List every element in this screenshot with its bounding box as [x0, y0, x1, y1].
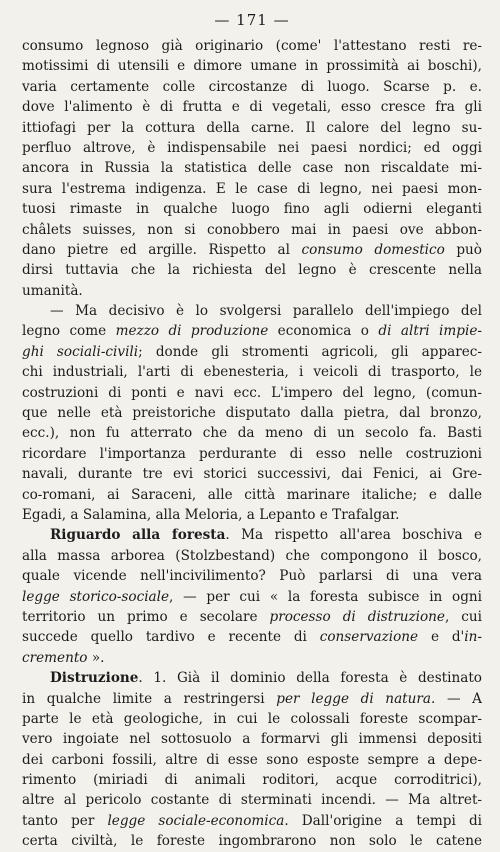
text-line — [22, 668, 482, 688]
text-segment: vero ingoiate nel sottosuolo a formarvi gli immensi depositi — [22, 731, 482, 748]
text-line — [22, 56, 482, 76]
text-segment: succede quello tardivo e recente di — [22, 629, 320, 646]
text-line — [22, 36, 482, 56]
text-segment: . Dall'origine a tempi di — [284, 812, 482, 829]
page-number: — 171 — — [214, 11, 290, 29]
text-line — [22, 790, 482, 810]
text-segment: parte le età geologiche, in cui le colossali foreste scompar- — [22, 710, 482, 727]
text-segment: Egadi, a Salamina, alla Meloria, a Lepanto e Trafalgar. — [22, 506, 400, 523]
text-segment: dove l'alimento è di frutta e di vegetali, esso cresce fra gli — [22, 99, 482, 116]
text-line — [22, 220, 482, 240]
text-segment: . Ma rispetto all'area boschiva e — [225, 527, 482, 544]
text-segment: costruzioni di ponti e navi ecc. L'impero del legno, (comun- — [22, 384, 482, 401]
text-segment: perfluo altrove, è indispensabile nei paesi nordici; ed oggi — [22, 139, 482, 156]
text-line — [22, 118, 482, 138]
text-line — [22, 587, 482, 607]
text-segment: , — per cui « la foresta subisce in ogni — [169, 588, 482, 605]
text-line — [22, 607, 482, 627]
text-line — [22, 77, 482, 97]
text-line — [22, 342, 482, 362]
text-line — [22, 158, 482, 178]
text-segment: territorio un primo e secolare — [22, 608, 270, 625]
emphasis-text: in- — [464, 629, 482, 646]
text-segment: chi industriali, l'arti di ebenesteria, i veicoli di trasporto, le — [22, 364, 482, 381]
text-segment: tuosi rimaste in qualche luogo fino agli odierni eleganti — [22, 201, 482, 218]
text-line — [22, 709, 482, 729]
emphasis-text: cremento — [22, 649, 88, 666]
text-segment: consumo legnoso già originario (come' l'attestano resti re- — [22, 38, 482, 54]
text-segment: può — [444, 241, 482, 258]
text-segment: alla massa arborea (Stolzbestand) che compongono il bosco, — [22, 547, 482, 564]
text-segment: sura l'estrema indigenza. E le case di legno, nei paesi mon- — [22, 180, 482, 197]
text-line — [22, 566, 482, 586]
text-line — [22, 770, 482, 790]
text-line — [22, 464, 482, 484]
emphasis-text: consumo domestico — [301, 241, 445, 258]
text-line — [22, 260, 482, 280]
text-line — [22, 505, 482, 525]
emphasis-text: mezzo di produzione — [115, 323, 269, 340]
text-segment: quale vicende nell'incivilimento? Può parlarsi di una vera — [22, 568, 482, 585]
text-line — [22, 321, 482, 341]
body-text — [22, 36, 482, 852]
text-segment: umanità. — [22, 282, 83, 299]
text-line — [22, 627, 482, 647]
text-segment: ecc.), non fu atterrato che da meno di un secolo fa. Basti — [22, 425, 482, 442]
text-line — [22, 423, 482, 443]
section-heading: Riguardo alla foresta — [50, 527, 226, 544]
text-line — [22, 831, 482, 851]
text-segment: . — A — [431, 690, 482, 707]
text-line — [22, 648, 482, 668]
text-segment: dano pietre ed argille. Rispetto al — [22, 241, 302, 258]
text-line — [22, 403, 482, 423]
text-segment: certa civiltà, le foreste ingombrarono non solo le catene — [22, 833, 482, 850]
text-segment: legno come — [22, 323, 116, 340]
text-segment: navali, durante tre evi storici successivi, dai Fenici, ai Gre- — [22, 466, 482, 483]
text-segment: motissimi di utensili e dimore umane in prossimità ai boschi), — [22, 58, 482, 75]
text-line — [22, 199, 482, 219]
text-segment: . 1. Già il dominio della foresta è destinato — [138, 670, 482, 687]
text-segment: rimento (miriadi di animali roditori, acque corroditrici), — [22, 772, 482, 789]
emphasis-text: processo di distruzione — [269, 608, 445, 625]
text-segment: dei carboni fossili, altre di esse sono esposte sempre a depe- — [22, 751, 482, 768]
text-segment: — Ma decisivo è lo svolgersi parallelo dell'impiego del — [50, 303, 482, 320]
text-line — [22, 97, 482, 117]
text-line — [22, 362, 482, 382]
text-line — [22, 179, 482, 199]
text-segment: in qualche limite a restringersi — [22, 690, 277, 707]
text-line — [22, 301, 482, 321]
text-line — [22, 811, 482, 831]
emphasis-text: legge sociale-economica — [107, 812, 285, 829]
emphasis-text: conservazione — [319, 629, 419, 646]
emphasis-text: ghi sociali-civili — [22, 343, 139, 360]
text-line — [22, 525, 482, 545]
emphasis-text: per legge di natura — [276, 690, 431, 707]
text-segment: ancora in Russia la statistica delle case non riscaldate mi- — [22, 160, 482, 177]
text-line — [22, 444, 482, 464]
text-segment: châlets suisses, non si conobbero mai in paesi ove abbon- — [22, 221, 482, 238]
text-segment: tanto per — [22, 812, 108, 829]
text-line — [22, 729, 482, 749]
text-line — [22, 281, 482, 301]
text-segment: ». — [87, 649, 105, 666]
text-line — [22, 485, 482, 505]
text-segment: ittiofagi per la cottura della carne. Il calore del legno su- — [22, 119, 482, 136]
text-line — [22, 750, 482, 770]
text-segment: co-romani, ai Saraceni, alle città marinare italiche; e dalle — [22, 486, 482, 503]
text-segment: economica o — [268, 323, 379, 340]
text-segment: e d' — [418, 629, 465, 646]
text-line — [22, 138, 482, 158]
text-line — [22, 240, 482, 260]
section-heading: Distruzione — [50, 670, 139, 687]
emphasis-text: legge storico-sociale — [22, 588, 170, 605]
text-segment: varia certamente colle circostanze di luogo. Scarse p. e. — [22, 78, 482, 95]
text-line — [22, 546, 482, 566]
text-segment: ricordare l'importanza perdurante di esso nelle costruzioni — [22, 445, 482, 462]
text-segment: dirsi tuttavia che la richiesta del legno è crescente nella — [22, 262, 482, 279]
text-segment: altre al pericolo costante di sterminati incendi. — Ma altret- — [22, 792, 482, 809]
text-segment: ; donde gli stromenti agricoli, gli apparec- — [138, 343, 482, 360]
text-line — [22, 383, 482, 403]
emphasis-text: di altri impie- — [378, 323, 482, 340]
text-segment: que nelle età preistoriche disputato dalla pietra, dal bronzo, — [22, 405, 482, 422]
text-line — [22, 689, 482, 709]
text-segment: , cui — [444, 608, 482, 625]
